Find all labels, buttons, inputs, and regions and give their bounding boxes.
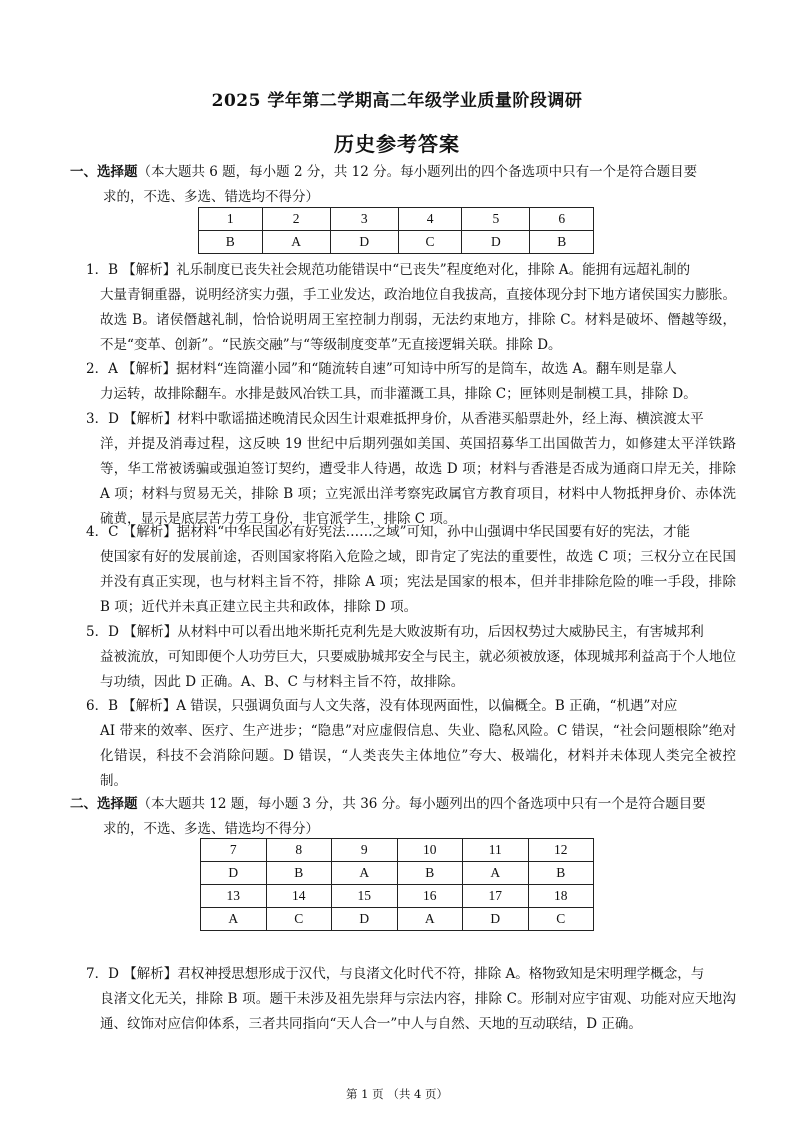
answer-item-2 [86,357,736,407]
answer-item-6-first-line: 6．B 【解析】A 错误，只强调负面与人文失落，没有体现两面性，以偏概全。B 正确，“机遇”对应 [86,698,678,714]
answer-cell: B [199,231,263,254]
question-number-cell: 8 [266,839,332,862]
section-2-table-row [201,908,594,931]
section-2-table-row [201,839,594,862]
answer-item-1 [86,258,736,358]
answer-item-6-body: AI 带来的效率、医疗、生产进步；“隐患”对应虚假信息、失业、隐私风险。C 错误，“社会问题根除”绝对化错误，科技不会消除问题。D 错误，“人类丧失主体地位”夸大、极端化，材料并未体现人类完全被控制。 [100,723,736,789]
section-2-answer-table [200,838,594,931]
answer-cell: C [528,908,594,931]
document-title: 2025 学年第二学期高二年级学业质量阶段调研 [211,91,583,111]
question-number-cell: 18 [528,885,594,908]
answer-cell: B [397,862,463,885]
answer-item-4-first-line: 4．C 【解析】据材料“中华民国必有好宪法……之域”可知，孙中山强调中华民国要有好的宪法，才能 [86,524,691,540]
answer-cell: C [266,908,332,931]
answer-cell: A [201,908,267,931]
question-number-cell: 15 [332,885,398,908]
section-2-heading [70,792,730,842]
answer-item-1-body: 大量青铜重器，说明经济实力强，手工业发达，政治地位自我拔高，直接体现分封下地方诸侯国实力膨胀。故选 B。诸侯僭越礼制，恰恰说明周王室控制力削弱，无法约束地方，排除 C。材料是破坏、僭越等级，不是“变革、创新”。“民族交融”与“等级制度变革”无直接逻辑关联。排除 D。 [100,287,736,353]
answer-item-3-first-line: 3．D 【解析】材料中歌谣描述晚清民众因生计艰难抵押身价，从香港买船票赴外，经上海、横滨渡太平 [86,411,704,427]
section-2-desc-line1: （本大题共 12 题，每小题 3 分，共 36 分。每小题列出的四个备选项中只有一个是符合题目要 [137,796,706,812]
question-number-cell: 2 [262,208,330,231]
answer-cell: A [397,908,463,931]
answer-item-3 [86,407,736,532]
section-2-table-row [201,885,594,908]
answer-item-3-body: 洋，并提及消毒过程，这反映 19 世纪中后期列强如美国、英国招募华工出国做苦力，如修建太平洋铁路等，华工常被诱骗或强迫签订契约，遭受非人待遇，故选 D 项；材料与香港是否成为通商口岸无关，排除 A 项；材料与贸易无关，排除 B 项；立宪派出洋考察宪政属官方教育项目，材料中人物抵押身价、赤体洗硫黄，显示是底层苦力劳工身份，非官派学生，排除 C 项。 [100,436,736,527]
answer-item-7 [86,962,736,1037]
answer-cell: D [330,231,398,254]
section-1-desc-line2: 求的，不选、多选、错选均不得分） [103,189,319,205]
answer-cell: B [266,862,332,885]
answer-item-2-body: 力运转，故排除翻车。水排是鼓风冶铁工具，而非灌溉工具，排除 C；匣钵则是制模工具，排除 D。 [100,386,697,402]
question-number-cell: 4 [398,208,462,231]
answer-cell: D [462,231,530,254]
answer-cell: C [398,231,462,254]
answer-cell: A [262,231,330,254]
answer-item-6 [86,694,736,794]
answer-item-4-body: 使国家有好的发展前途，否则国家将陷入危险之域，即肯定了宪法的重要性，故选 C 项；三权分立在民国并没有真正实现，也与材料主旨不符，排除 A 项；宪法是国家的根本，但并非排除危险的唯一手段，排除 B 项；近代并未真正建立民主共和政体，排除 D 项。 [100,549,736,615]
answer-cell: A [463,862,529,885]
question-number-cell: 12 [528,839,594,862]
question-number-cell: 3 [330,208,398,231]
section-2-label: 选择题 [97,796,138,812]
answer-cell: B [528,862,594,885]
question-number-cell: 7 [201,839,267,862]
question-number-cell: 16 [397,885,463,908]
question-number-cell: 17 [463,885,529,908]
document-subtitle: 历史参考答案 [334,132,460,156]
section-1-table-row [199,231,594,254]
question-number-cell: 1 [199,208,263,231]
section-1-number: 一、 [70,164,97,180]
question-number-cell: 9 [332,839,398,862]
section-1-label: 选择题 [97,164,138,180]
answer-cell: B [530,231,594,254]
answer-item-5-body: 益被流放，可知即便个人功劳巨大，只要威胁城邦安全与民主，就必须被放逐，体现城邦利益高于个人地位与功绩，因此 D 正确。A、B、C 与材料主旨不符，故排除。 [100,649,736,690]
section-2-table-row [201,862,594,885]
answer-cell: A [332,862,398,885]
page-number: 第 1 页 （共 4 页） [346,1087,448,1101]
answer-item-5 [86,620,736,695]
question-number-cell: 14 [266,885,332,908]
answer-item-1-first-line: 1．B 【解析】礼乐制度已丧失社会规范功能错误中“已丧失”程度绝对化，排除 A。能拥有远超礼制的 [86,262,691,278]
section-2-desc-line2: 求的，不选、多选、错选均不得分） [103,821,319,837]
section-1-table-row [199,208,594,231]
answer-item-7-body: 良渚文化无关，排除 B 项。题干未涉及祖先崇拜与宗法内容，排除 C。形制对应宇宙观、功能对应天地沟通、纹饰对应信仰体系，三者共同指向“天人合一”中人与自然、天地的互动联结，D 正确。 [100,991,736,1032]
answer-cell: D [463,908,529,931]
section-1-heading [70,160,730,210]
question-number-cell: 6 [530,208,594,231]
section-1-desc-line1: （本大题共 6 题，每小题 2 分，共 12 分。每小题列出的四个备选项中只有一个是符合题目要 [137,164,698,180]
answer-cell: D [201,862,267,885]
answer-cell: D [332,908,398,931]
answer-item-4 [86,520,736,620]
answer-item-7-first-line: 7．D 【解析】君权神授思想形成于汉代，与良渚文化时代不符，排除 A。格物致知是宋明理学概念，与 [86,966,705,982]
section-1-answer-table [198,207,594,254]
question-number-cell: 13 [201,885,267,908]
question-number-cell: 11 [463,839,529,862]
question-number-cell: 5 [462,208,530,231]
question-number-cell: 10 [397,839,463,862]
section-2-number: 二、 [70,796,97,812]
answer-item-2-first-line: 2．A 【解析】据材料“连筒灌小园”和“随流转自速”可知诗中所写的是筒车，故选 A。翻车则是靠人 [86,361,677,377]
answer-item-5-first-line: 5．D 【解析】从材料中可以看出地米斯托克利先是大败波斯有功，后因权势过大威胁民主，有害城邦利 [86,624,704,640]
